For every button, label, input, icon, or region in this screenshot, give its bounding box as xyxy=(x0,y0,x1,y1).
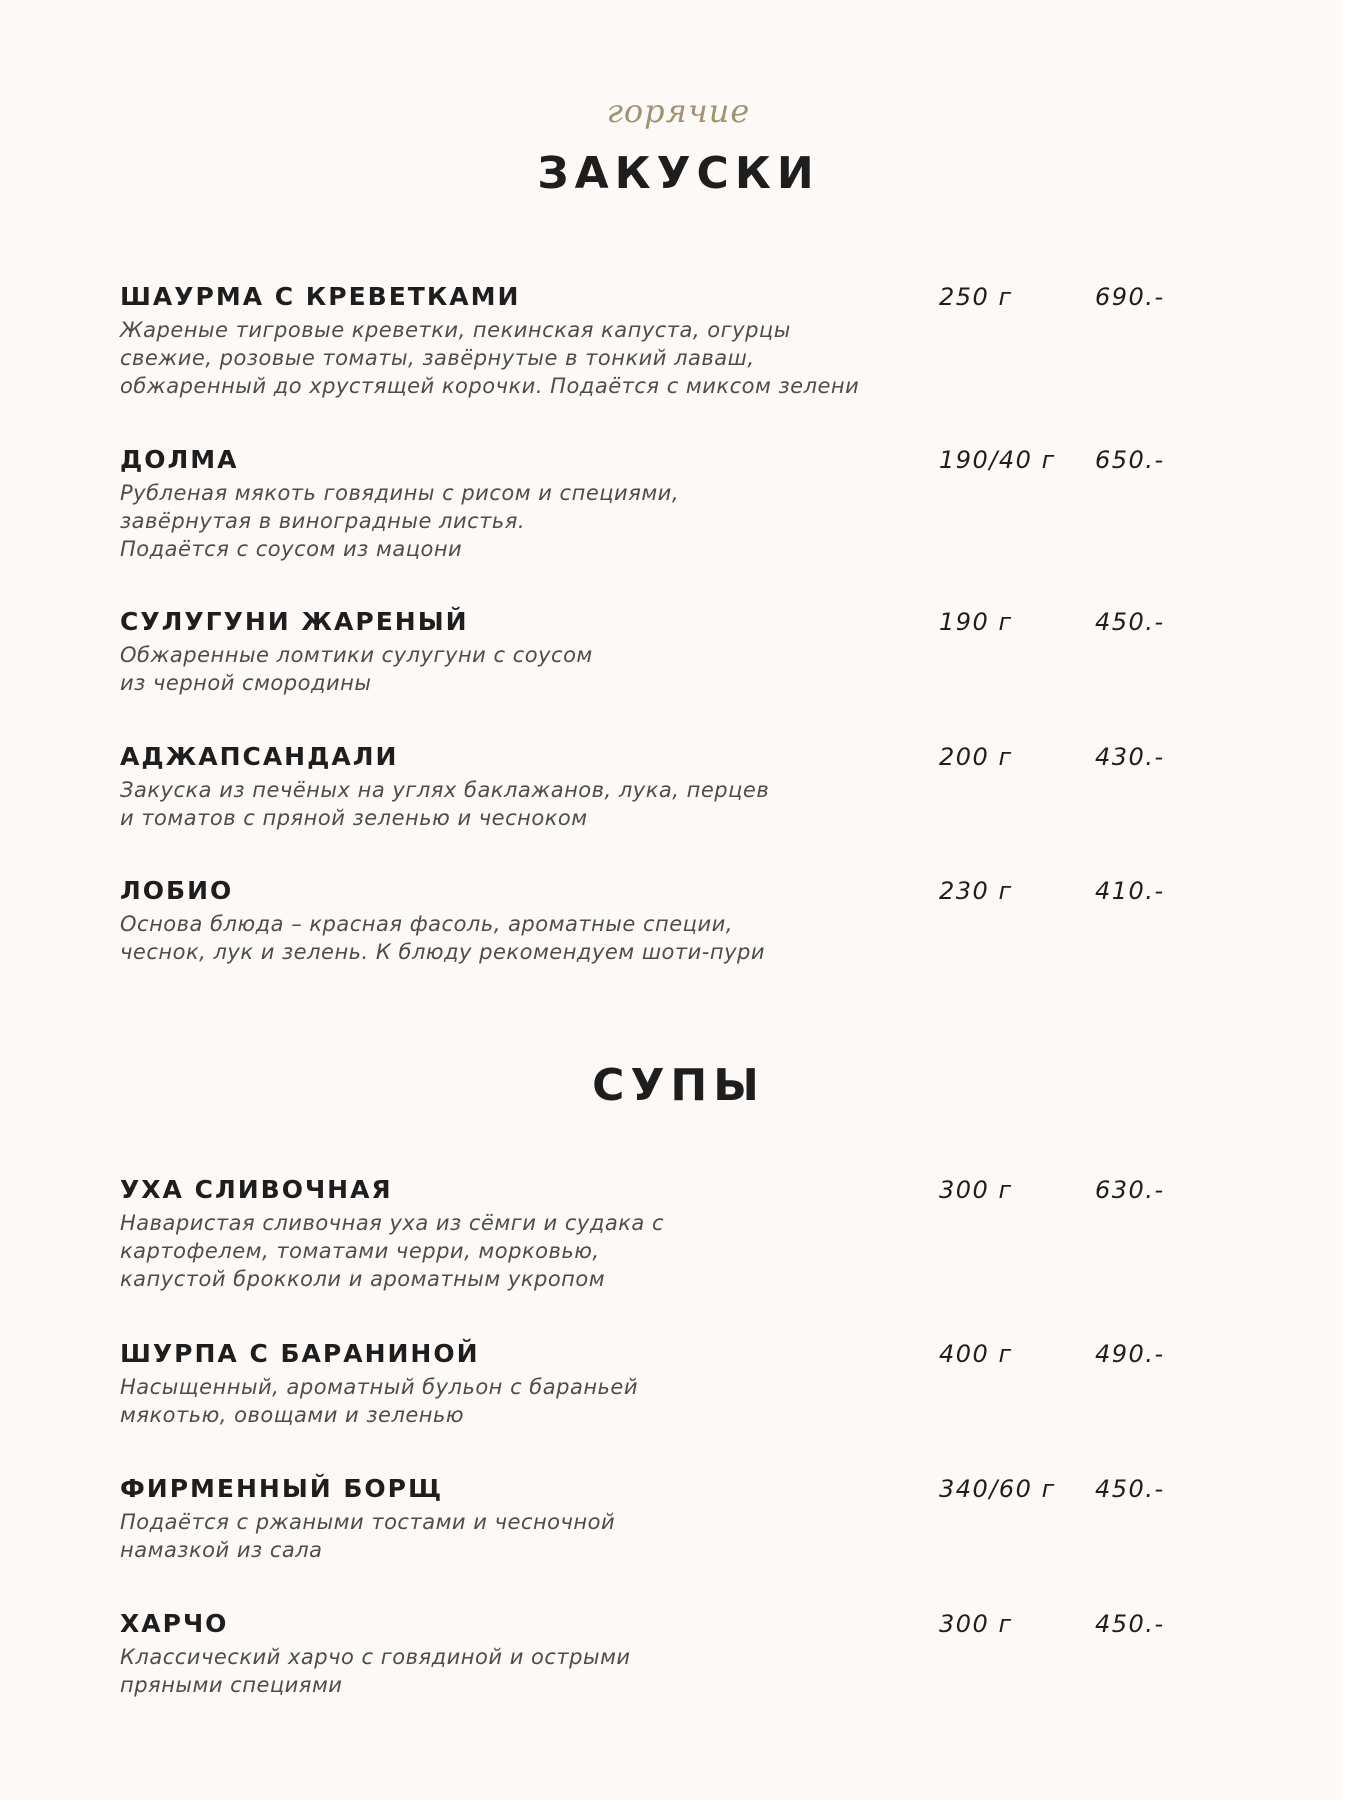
item-name: ХАРЧО xyxy=(120,1609,229,1638)
item-description xyxy=(120,910,1220,966)
item-price: 450.- xyxy=(1095,1475,1165,1503)
item-description xyxy=(120,479,1220,563)
menu-item xyxy=(120,605,1220,697)
item-description-line: Закуска из печёных на углях баклажанов, лука, перцев xyxy=(120,778,770,802)
item-name: ЛОБИО xyxy=(120,876,234,905)
item-name: АДЖАПСАНДАЛИ xyxy=(120,742,399,771)
menu-item xyxy=(120,443,1220,563)
item-description-line: из черной смородины xyxy=(120,671,372,695)
item-description-line: Насыщенный, ароматный бульон с бараньей xyxy=(120,1375,638,1399)
item-weight: 200 г xyxy=(939,743,1013,771)
item-description-line: обжаренный до хрустящей корочки. Подаётся с миксом зелени xyxy=(120,374,860,398)
item-description-line: свежие, розовые томаты, завёрнутые в тонкий лаваш, xyxy=(120,346,755,370)
item-description-line: Наваристая сливочная уха из сёмги и судака с xyxy=(120,1211,665,1235)
item-weight: 300 г xyxy=(939,1176,1013,1204)
item-description-line: Обжаренные ломтики сулугуни с соусом xyxy=(120,643,593,667)
item-price: 490.- xyxy=(1095,1340,1165,1368)
menu-item xyxy=(120,1472,1220,1564)
menu-item xyxy=(120,1607,1220,1699)
item-description-line: Рубленая мякоть говядины с рисом и специями, xyxy=(120,481,679,505)
item-description-line: картофелем, томатами черри, морковью, xyxy=(120,1239,600,1263)
item-description-line: чеснок, лук и зелень. К блюду рекомендуем шоти-пури xyxy=(120,940,765,964)
item-name: ДОЛМА xyxy=(120,445,239,474)
item-name: СУЛУГУНИ ЖАРЕНЫЙ xyxy=(120,607,469,636)
item-description-line: Жареные тигровые креветки, пекинская капуста, огурцы xyxy=(120,318,791,342)
item-description xyxy=(120,1373,1220,1429)
item-price: 450.- xyxy=(1095,608,1165,636)
item-description xyxy=(120,1643,1220,1699)
menu-item xyxy=(120,1337,1220,1429)
item-weight: 190 г xyxy=(939,608,1013,636)
item-price: 410.- xyxy=(1095,877,1165,905)
menu-item xyxy=(120,740,1220,832)
soups-title: СУПЫ xyxy=(592,1060,765,1111)
item-weight: 300 г xyxy=(939,1610,1013,1638)
item-price: 450.- xyxy=(1095,1610,1165,1638)
item-description-line: намазкой из сала xyxy=(120,1538,323,1562)
appetizers-title: ЗАКУСКИ xyxy=(537,148,820,199)
item-name: ШУРПА С БАРАНИНОЙ xyxy=(120,1339,480,1368)
item-description-line: Классический харчо с говядиной и острыми xyxy=(120,1645,631,1669)
item-description xyxy=(120,1508,1220,1564)
item-price: 650.- xyxy=(1095,446,1165,474)
item-weight: 400 г xyxy=(939,1340,1013,1368)
menu-item xyxy=(120,1173,1220,1293)
item-description xyxy=(120,316,1220,400)
menu-item xyxy=(120,280,1220,400)
script-heading: горячие xyxy=(606,92,751,130)
item-price: 430.- xyxy=(1095,743,1165,771)
item-description-line: Основа блюда – красная фасоль, ароматные специи, xyxy=(120,912,733,936)
item-name: УХА СЛИВОЧНАЯ xyxy=(120,1175,393,1204)
item-description xyxy=(120,776,1220,832)
item-description-line: завёрнутая в виноградные листья. xyxy=(120,509,526,533)
item-description xyxy=(120,1209,1220,1293)
menu-item xyxy=(120,874,1220,966)
item-weight: 340/60 г xyxy=(939,1475,1056,1503)
item-price: 690.- xyxy=(1095,283,1165,311)
item-description-line: и томатов с пряной зеленью и чесноком xyxy=(120,806,588,830)
item-description-line: Подаётся с ржаными тостами и чесночной xyxy=(120,1510,616,1534)
item-description-line: Подаётся с соусом из мацони xyxy=(120,537,463,561)
item-description xyxy=(120,641,1220,697)
item-name: ШАУРМА С КРЕВЕТКАМИ xyxy=(120,282,521,311)
item-description-line: пряными специями xyxy=(120,1673,343,1697)
item-name: ФИРМЕННЫЙ БОРЩ xyxy=(120,1474,444,1503)
item-weight: 190/40 г xyxy=(939,446,1056,474)
item-weight: 230 г xyxy=(939,877,1013,905)
item-description-line: мякотью, овощами и зеленью xyxy=(120,1403,465,1427)
item-weight: 250 г xyxy=(939,283,1013,311)
item-price: 630.- xyxy=(1095,1176,1165,1204)
item-description-line: капустой брокколи и ароматным укропом xyxy=(120,1267,606,1291)
